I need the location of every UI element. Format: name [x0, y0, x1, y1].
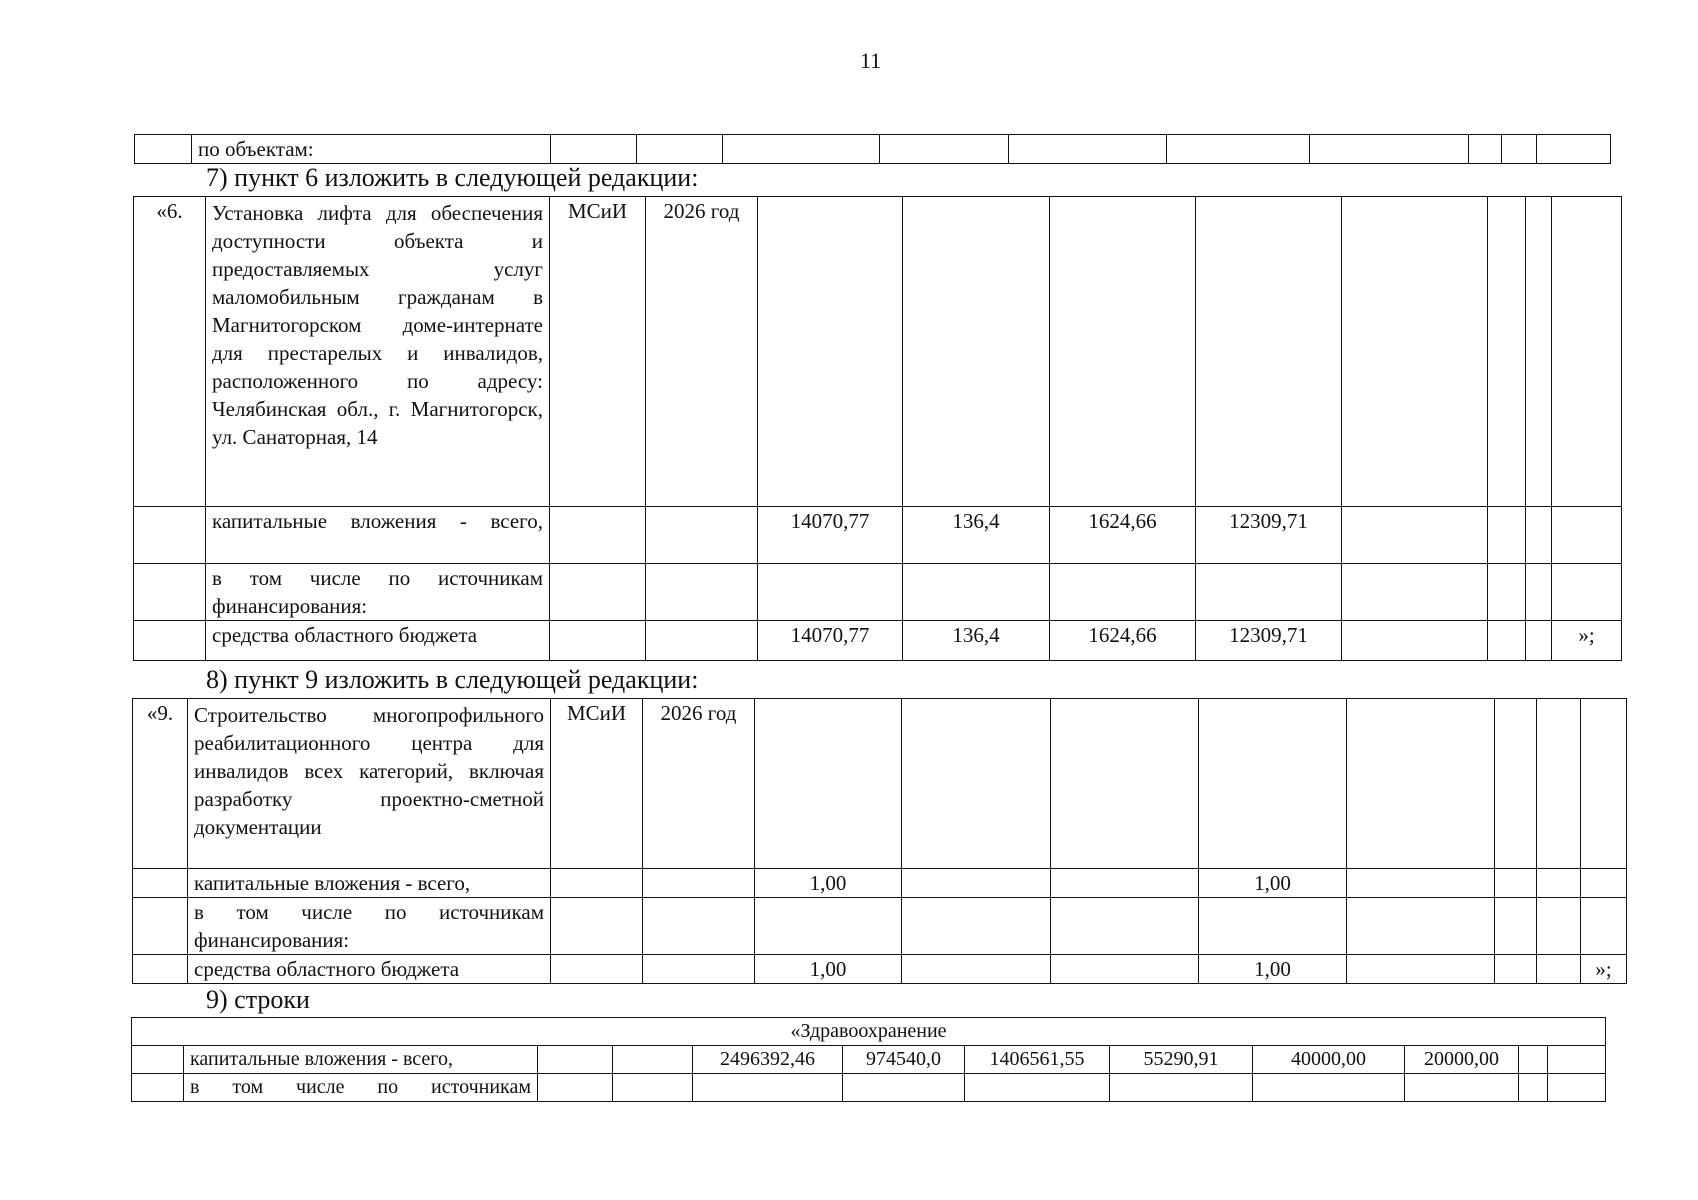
value-cell: 2496392,46 — [693, 1046, 843, 1074]
year: 2026 год — [646, 197, 758, 507]
value-cell: 55290,91 — [1110, 1046, 1253, 1074]
row-label: капитальные вложения - всего, — [206, 507, 550, 564]
value-2: 1624,66 — [1050, 507, 1196, 564]
group-title: «Здравоохранение — [132, 1018, 1606, 1046]
table-row — [134, 507, 1622, 564]
table-row — [132, 1046, 1606, 1074]
row-label: в том числе по источникам финансирования: — [206, 564, 550, 621]
table-fragment-top — [134, 134, 1611, 164]
row-label: в том числе по источникам финансирования: — [188, 898, 551, 955]
value-3: 1,00 — [1199, 955, 1347, 984]
table-row — [133, 955, 1627, 984]
closing-mark: »; — [1581, 955, 1627, 984]
value-total: 14070,77 — [758, 621, 903, 661]
table-cell — [135, 135, 192, 164]
value-total: 1,00 — [755, 869, 902, 898]
year: 2026 год — [643, 699, 755, 869]
value-2: 1624,66 — [1050, 621, 1196, 661]
row-label: в том числе по источникам — [184, 1074, 538, 1102]
value-3: 12309,71 — [1196, 621, 1342, 661]
table-row — [132, 1074, 1606, 1102]
row-label: по объектам: — [192, 135, 551, 164]
table-section-9 — [131, 1017, 1606, 1102]
page-number: 11 — [860, 48, 882, 73]
executor: МСиИ — [551, 699, 643, 869]
row-label: средства областного бюджета — [206, 621, 550, 661]
item-title — [206, 197, 550, 507]
value-3: 12309,71 — [1196, 507, 1342, 564]
table-row — [133, 869, 1627, 898]
item-number: «6. — [134, 197, 206, 507]
table-section-8 — [132, 698, 1627, 984]
value-3: 1,00 — [1199, 869, 1347, 898]
row-label: средства областного бюджета — [188, 955, 551, 984]
closing-mark: »; — [1552, 621, 1622, 661]
section-7-heading: 7) пункт 6 изложить в следующей редакции: — [206, 163, 699, 192]
value-cell: 20000,00 — [1405, 1046, 1519, 1074]
section-9-heading: 9) строки — [206, 985, 310, 1014]
table-row — [134, 621, 1622, 661]
table-row — [133, 898, 1627, 955]
value-total: 1,00 — [755, 955, 902, 984]
section-8-heading: 8) пункт 9 изложить в следующей редакции: — [206, 665, 699, 694]
value-total: 14070,77 — [758, 507, 903, 564]
value-cell: 40000,00 — [1253, 1046, 1405, 1074]
value-1: 136,4 — [903, 621, 1050, 661]
value-1: 136,4 — [903, 507, 1050, 564]
row-label: капитальные вложения - всего, — [188, 869, 551, 898]
value-cell: 1406561,55 — [965, 1046, 1110, 1074]
table-section-7 — [133, 196, 1622, 661]
row-label: капитальные вложения - всего, — [184, 1046, 538, 1074]
value-cell: 974540,0 — [843, 1046, 965, 1074]
item-number: «9. — [133, 699, 188, 869]
item-title: Строительство многопрофильного реабилитационного центра для инвалидов всех категорий, включая разработку проектно-сметной документации — [188, 699, 551, 869]
item-title-text: Установка лифта для обеспечения доступности объекта и предоставляемых услуг маломобильным гражданам в Магнитогорском доме-интернате для престарелых и инвалидов, расположенного по адресу: Челябинская обл., г. Магнитогорск, ул. Санаторная, 14 — [212, 201, 543, 449]
executor: МСиИ — [550, 197, 646, 507]
table-row — [134, 564, 1622, 621]
